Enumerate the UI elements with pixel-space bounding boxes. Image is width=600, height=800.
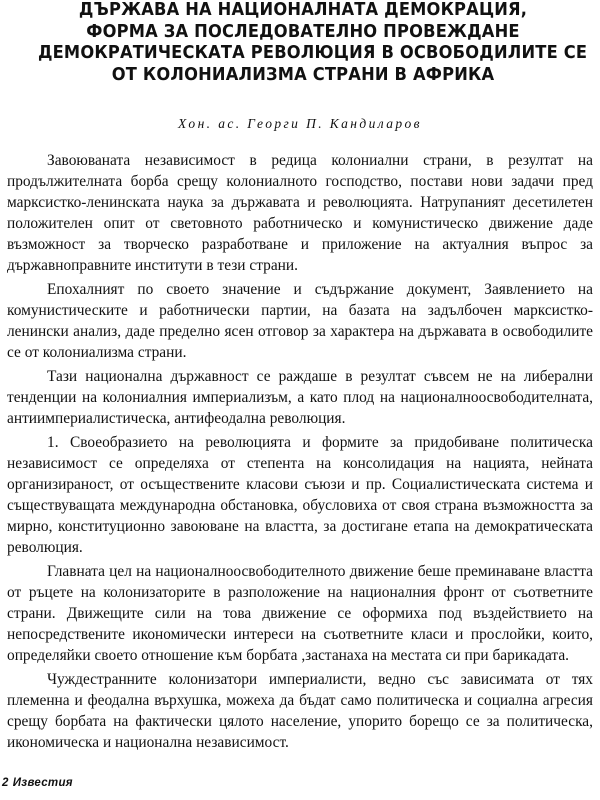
journal-name: Известия	[12, 777, 73, 789]
paragraph: 1. Своеобразието на революцията и формите за придобиване политическа независимост се определяха от степента на консолидация на нацията, нейната организираност, от осъществените класови съюзи и пр. Социалистическата система и съществуващата международна обстановка, обусловиха от своя страна възможността за мирно, конституционно завоюване на властта, за достигане етапа на демократическата революция.	[7, 434, 593, 556]
paragraph: Епохалният по своето значение и съдържание документ, Заявлението на комунистическите и работнически партии, на базата на задълбочен марксистко-ленински анализ, даде пределно ясен отговор за характера на държавата в освободилите се от колониализма страни.	[7, 281, 593, 361]
title-line: ОТ КОЛОНИАЛИЗМА СТРАНИ В АФРИКА	[111, 64, 495, 85]
article-author: Хон. ас. Георги П. Кандиларов	[178, 116, 422, 131]
paragraph: Чуждестранните колонизатори империалисти, ведно със зависимата от тях племенна и феодална върхушка, можеха да бъдат само политическа и социална агресия срещу борбата на фактически цялото население, упорито борещо се за политическа, икономическа и национална независимост.	[7, 671, 593, 751]
title-line: ФОРМА ЗА ПОСЛЕДОВАТЕЛНО ПРОВЕЖДАНЕ	[86, 21, 520, 42]
page-number: 2	[2, 777, 9, 789]
article-title	[37, 0, 588, 86]
paragraph: Главната цел на националноосвободителното движение беше преминаване властта от ръцете на колонизаторите в разположение на националния фронт от съответните страни. Движещите сили на това движение се оформиха под въздействието на непосредствените икономически интереси на съответните класи и прослойки, които, определяйки своето отношение към борбата ,застанаха на местата си при барикадата.	[7, 563, 593, 664]
page-footer	[2, 777, 73, 789]
paragraph: Тази национална държавност се раждаше в резултат съвсем не на либерални тенденции на колониалния империализъм, а като плод на националноосвободителната, антиимпериалистическа, антифеодална революция.	[7, 368, 593, 427]
paragraph: Завоюваната независимост в редица колониални страни, в резултат на продължителната борба срещу колониалното господство, постави нови задачи пред марксистко-ленинската наука за държавата и революцията. Натрупаният десетилетен положителен опит от световното работническо и комунистическо движение даде възможност за творческо разработване и приложение на актуалния въпрос за държавноправните институти в тези страни.	[7, 152, 593, 274]
title-line: ДЪРЖАВА НА НАЦИОНАЛНАТА ДЕМОКРАЦИЯ,	[78, 0, 528, 20]
article-body	[7, 150, 593, 756]
title-line: ДЕМОКРАТИЧЕСКАТА РЕВОЛЮЦИЯ В ОСВОБОДИЛИТЕ СЕ	[37, 43, 588, 63]
